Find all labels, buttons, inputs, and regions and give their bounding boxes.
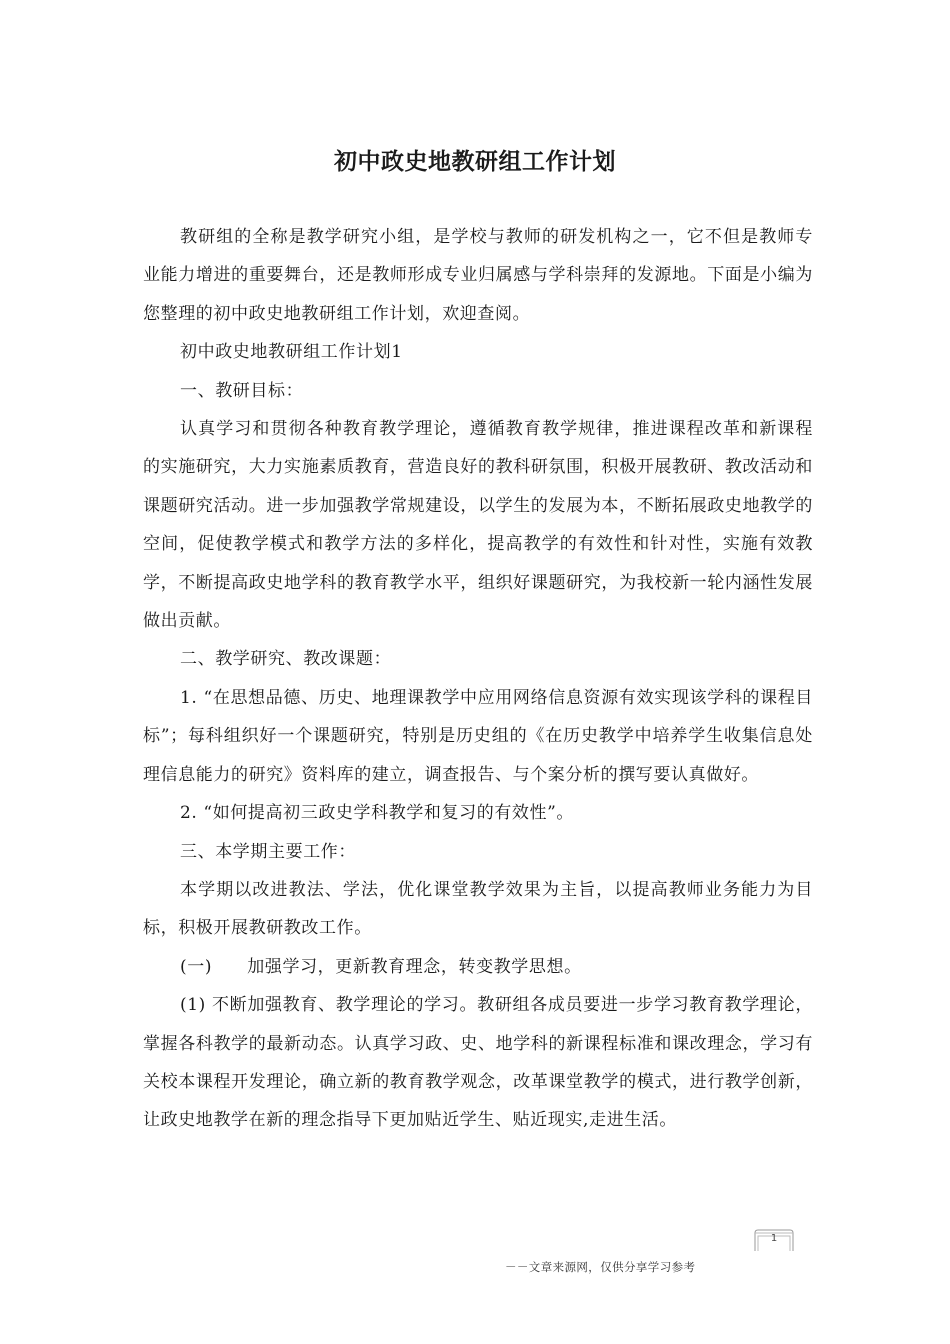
paragraph-intro: 教研组的全称是教学研究小组，是学校与教师的研发机构之一，它不但是教师专业能力增进的重要舞台，还是教师形成专业归属感与学科崇拜的发源地。下面是小编为您整理的初中政史地教研组工作计划，欢迎查阅。 (143, 227, 813, 324)
section-heading-research: 二、教学研究、教改课题： (180, 649, 392, 670)
subsection-heading-1: (一) 加强学习，更新教育理念，转变教学思想。 (180, 956, 582, 977)
page-number-badge (752, 1227, 796, 1253)
paragraph-goals: 认真学习和贯彻各种教育教学理论，遵循教育教学规律，推进课程改革和新课程的实施研究，大力实施素质教育，营造良好的教科研氛围，积极开展教研、教改活动和课题研究活动。进一步加强教学常规建设，以学生的发展为本，不断拓展政史地教学的空间，促使教学模式和教学方法的多样化，提高教学的有效性和针对性，实施有效教学，不断提高政史地学科的教育教学水平，组织好课题研究，为我校新一轮内涵性发展做出贡献。 (143, 419, 813, 632)
section-heading-goals: 一、教研目标： (180, 380, 304, 401)
page-number: 1 (770, 1233, 778, 1244)
paragraph-plan-heading: 初中政史地教研组工作计划1 (180, 342, 403, 363)
section-heading-main-work: 三、本学期主要工作： (180, 841, 356, 862)
paragraph-study: (1) 不断加强教育、教学理论的学习。教研组各成员要进一步学习教育教学理论，掌握各科教学的最新动态。认真学习政、史、地学科的新课程标准和课改理念，学习有关校本课程开发理论，确立新的教育教学观念，改革课堂教学的模式，进行教学创新，让政史地教学在新的理念指导下更加贴近学生、贴近现实,走进生活。 (143, 995, 813, 1131)
paragraph-research-1: 1. “在思想品德、历史、地理课教学中应用网络信息资源有效实现该学科的课程目标”；每科组织好一个课题研究，特别是历史组的《在历史教学中培养学生收集信息处理信息能力的研究》资料库的建立，调查报告、与个案分析的撰写要认真做好。 (143, 687, 813, 785)
paragraph-main-work: 本学期以改进教法、学法，优化课堂教学效果为主旨，以提高教师业务能力为目标，积极开展教研教改工作。 (143, 879, 813, 939)
document-title: 初中政史地教研组工作计划 (334, 149, 616, 175)
footer-source-note: －－文章来源网，仅供分享学习参考 (505, 1260, 696, 1274)
document-body (143, 218, 813, 1140)
paragraph-research-2: 2. “如何提高初三政史学科教学和复习的有效性”。 (180, 803, 575, 824)
